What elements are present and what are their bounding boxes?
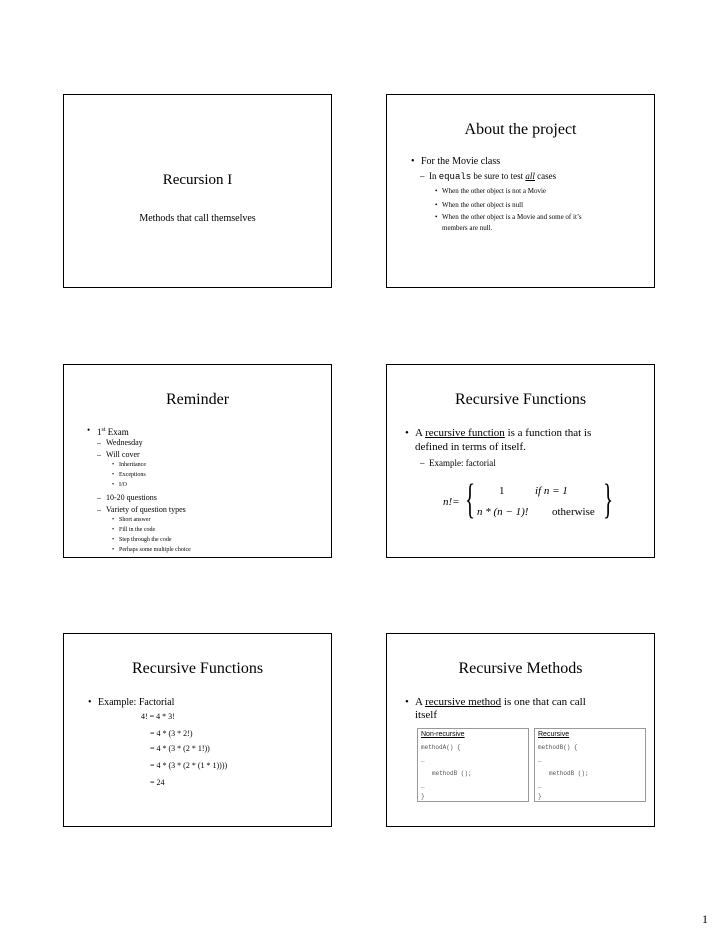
code-line: methodA() { [421, 744, 461, 751]
code-line: … [421, 783, 425, 790]
page-number: 1 [702, 912, 708, 926]
factorial-step: = 24 [150, 778, 165, 787]
bullet: • A recursive method is one that can call [405, 696, 586, 708]
list-item: • Fill in the code [112, 527, 156, 533]
list-item-continuation: members are null. [442, 224, 493, 232]
factorial-step: 4! = 4 * 3! [141, 712, 175, 721]
slide-title: Recursive Methods [458, 660, 583, 677]
list-item: • I/O [112, 482, 127, 488]
bullet: • A recursive function is a function that is [405, 427, 592, 439]
slide-6 [386, 633, 655, 827]
slide-title: About the project [464, 121, 577, 138]
factorial-step: = 4 * (3 * 2!) [150, 729, 193, 738]
code-line: … [538, 783, 542, 790]
code-line: } [421, 793, 425, 800]
code-box-recursive [534, 728, 646, 802]
slide-1 [63, 94, 332, 288]
list-item: • Step through the code [112, 537, 172, 543]
sub-bullet: – Will cover [97, 450, 140, 459]
sub-bullet: – Variety of question types [97, 505, 186, 514]
formula-lhs: n!= [443, 496, 460, 508]
right-brace: } [603, 477, 614, 523]
factorial-step: = 4 * (3 * (2 * 1!)) [150, 744, 210, 753]
list-item: • Inheritance [112, 462, 146, 468]
bullet-continuation: itself [415, 709, 437, 721]
slide-title: Reminder [165, 391, 230, 408]
list-item: • When the other object is null [435, 201, 524, 209]
code-line: methodB (); [432, 770, 472, 777]
slide-4 [386, 364, 655, 558]
factorial-step: = 4 * (3 * (2 * (1 * 1)))) [150, 761, 228, 770]
code-box-header: Non-recursive [421, 731, 465, 738]
sub-bullet: – 10-20 questions [97, 493, 157, 502]
code-line: } [538, 793, 542, 800]
bullet: • 1st Exam [87, 425, 129, 437]
formula-case2-value: n * (n − 1)! [477, 506, 529, 518]
list-item: • Exceptions [112, 472, 146, 478]
bullet: • Example: Factorial [88, 697, 175, 708]
formula-case1-condition: if n = 1 [535, 485, 568, 497]
sub-bullet: – Example: factorial [420, 458, 496, 468]
code-box-header: Recursive [538, 731, 570, 738]
code-line: … [421, 757, 425, 764]
slide-title: Recursion I [162, 172, 233, 188]
slide-3 [63, 364, 332, 558]
list-item: • When the other object is a Movie and some of it’s [435, 213, 582, 221]
slide-5 [63, 633, 332, 827]
list-item: • When the other object is not a Movie [435, 187, 546, 195]
bullet-continuation: defined in terms of itself. [415, 441, 526, 453]
code-box-non-recursive [417, 728, 529, 802]
code-line: methodB (); [549, 770, 589, 777]
list-item: • Perhaps some multiple choice [112, 547, 191, 553]
list-item: • Short answer [112, 517, 151, 523]
code-line: … [538, 757, 542, 764]
slide-title: Recursive Functions [454, 391, 587, 408]
slide-2 [386, 94, 655, 288]
formula-case1-value: 1 [499, 485, 505, 497]
code-line: methodB() { [538, 744, 578, 751]
slide-title: Recursive Functions [131, 660, 264, 677]
bullet: • For the Movie class [411, 156, 501, 167]
sub-bullet: – Wednesday [97, 438, 143, 447]
factorial-formula [443, 479, 623, 525]
formula-case2-condition: otherwise [552, 506, 595, 518]
slide-subtitle: Methods that call themselves [139, 213, 256, 224]
sub-bullet: – In equals be sure to test all cases [420, 171, 557, 182]
left-brace: { [465, 477, 476, 523]
